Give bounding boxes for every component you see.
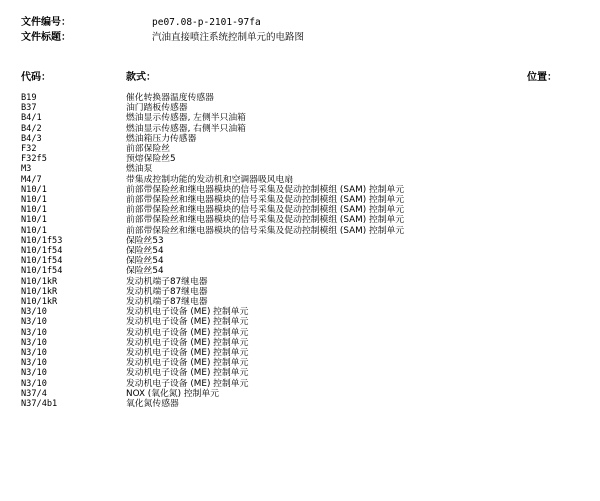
table-row	[0, 236, 600, 246]
component-description: 保险丝54	[126, 256, 164, 267]
table-row	[0, 317, 600, 327]
table-row	[0, 368, 600, 378]
component-code: B4/2	[21, 123, 42, 134]
table-row	[0, 164, 600, 174]
component-description: 油门踏板传感器	[126, 103, 188, 114]
component-description: 带集成控制功能的发动机和空调器吸风电扇	[126, 174, 294, 185]
table-row	[0, 215, 600, 225]
component-description: 发动机电子设备 (ME) 控制单元	[126, 348, 249, 358]
component-code: B19	[21, 93, 37, 103]
component-description: 发动机电子设备 (ME) 控制单元	[126, 307, 249, 318]
component-code: N3/10	[21, 378, 47, 389]
table-row	[0, 113, 600, 123]
component-code: F32f5	[21, 154, 47, 165]
component-code: N10/1	[21, 184, 47, 195]
component-description: 燃油泵	[126, 164, 153, 175]
table-row	[0, 338, 600, 348]
component-description: 发动机电子设备 (ME) 控制单元	[126, 337, 249, 348]
component-description: NOX (氧化氮) 控制单元	[126, 388, 220, 399]
component-description: 燃油显示传感器, 左侧半只油箱	[126, 113, 246, 124]
component-code: N3/10	[21, 348, 47, 358]
table-row	[0, 307, 600, 317]
component-description: 保险丝54	[126, 266, 164, 277]
component-description: 发动机端子87继电器	[126, 297, 208, 307]
component-description: 前部带保险丝和继电器模块的信号采集及促动控制模组 (SAM) 控制单元	[126, 184, 405, 195]
document-number-value: pe07.08-p-2101-97fa	[152, 17, 261, 28]
component-description: 发动机电子设备 (ME) 控制单元	[126, 358, 249, 369]
component-code: N10/1	[21, 205, 47, 216]
table-row	[0, 297, 600, 307]
component-description: 前部带保险丝和继电器模块的信号采集及促动控制模组 (SAM) 控制单元	[126, 195, 405, 205]
table-row	[0, 175, 600, 185]
component-description: 发动机电子设备 (ME) 控制单元	[126, 378, 249, 389]
component-description: 前部带保险丝和继电器模块的信号采集及促动控制模组 (SAM) 控制单元	[126, 205, 405, 216]
table-row	[0, 389, 600, 399]
component-code: N37/4	[21, 388, 47, 399]
component-code: N3/10	[21, 368, 47, 379]
document-title-value: 汽油直接喷注系统控制单元的电路图	[152, 32, 305, 43]
component-description: 前部带保险丝和继电器模块的信号采集及促动控制模组 (SAM) 控制单元	[126, 225, 405, 236]
component-code: B4/3	[21, 133, 42, 144]
component-code: N3/10	[21, 317, 47, 328]
document-title-label: 文件标题：	[21, 32, 71, 43]
component-description: 发动机电子设备 (ME) 控制单元	[126, 317, 249, 328]
component-description: 前部带保险丝和继电器模块的信号采集及促动控制模组 (SAM) 控制单元	[126, 215, 405, 226]
component-description: 氧化氮传感器	[126, 399, 179, 409]
component-description: 燃油箱压力传感器	[126, 133, 197, 144]
column-header-code: 代码：	[21, 72, 51, 83]
table-row	[0, 103, 600, 113]
component-description: 前部保险丝	[126, 144, 170, 154]
table-row	[0, 266, 600, 276]
table-row	[0, 287, 600, 297]
table-row	[0, 195, 600, 205]
column-header-position: 位置：	[527, 72, 557, 83]
table-row	[0, 185, 600, 195]
component-code: B37	[21, 103, 37, 114]
component-description: 保险丝53	[126, 235, 164, 246]
component-code: N10/1f54	[21, 256, 63, 267]
table-row	[0, 256, 600, 266]
component-code: N10/1f54	[21, 246, 63, 256]
table-row	[0, 226, 600, 236]
table-row	[0, 124, 600, 134]
component-code: N10/1	[21, 225, 47, 236]
component-description: 发动机电子设备 (ME) 控制单元	[126, 327, 249, 338]
component-code: N10/1kR	[21, 286, 58, 297]
document-number-label: 文件编号：	[21, 17, 71, 28]
component-code: F32	[21, 144, 37, 154]
table-row	[0, 144, 600, 154]
table-row	[0, 277, 600, 287]
component-description: 燃油显示传感器, 右侧半只油箱	[126, 123, 246, 134]
table-row	[0, 348, 600, 358]
component-description: 预熔保险丝5	[126, 154, 176, 165]
table-row	[0, 246, 600, 256]
component-code: N37/4b1	[21, 399, 58, 409]
table-row	[0, 134, 600, 144]
component-code: M4/7	[21, 174, 42, 185]
component-description: 发动机端子87继电器	[126, 286, 208, 297]
table-row	[0, 205, 600, 215]
component-description: 发动机端子87继电器	[126, 276, 208, 287]
component-code: N10/1kR	[21, 276, 58, 287]
component-code: M3	[21, 164, 32, 175]
table-row	[0, 379, 600, 389]
component-code: N10/1kR	[21, 297, 58, 307]
column-header-description: 款式：	[126, 72, 156, 83]
component-code: N3/10	[21, 358, 47, 369]
component-code: N3/10	[21, 327, 47, 338]
table-row	[0, 154, 600, 164]
component-code: N3/10	[21, 337, 47, 348]
component-description: 发动机电子设备 (ME) 控制单元	[126, 368, 249, 379]
component-code: N10/1	[21, 195, 47, 205]
component-code: N3/10	[21, 307, 47, 318]
component-description: 保险丝54	[126, 246, 164, 256]
component-code: N10/1f54	[21, 266, 63, 277]
component-code: N10/1f53	[21, 235, 63, 246]
component-code: N10/1	[21, 215, 47, 226]
table-row	[0, 93, 600, 103]
component-description: 催化转换器温度传感器	[126, 93, 214, 103]
component-code: B4/1	[21, 113, 42, 124]
table-row	[0, 328, 600, 338]
table-row	[0, 358, 600, 368]
table-row	[0, 399, 600, 409]
